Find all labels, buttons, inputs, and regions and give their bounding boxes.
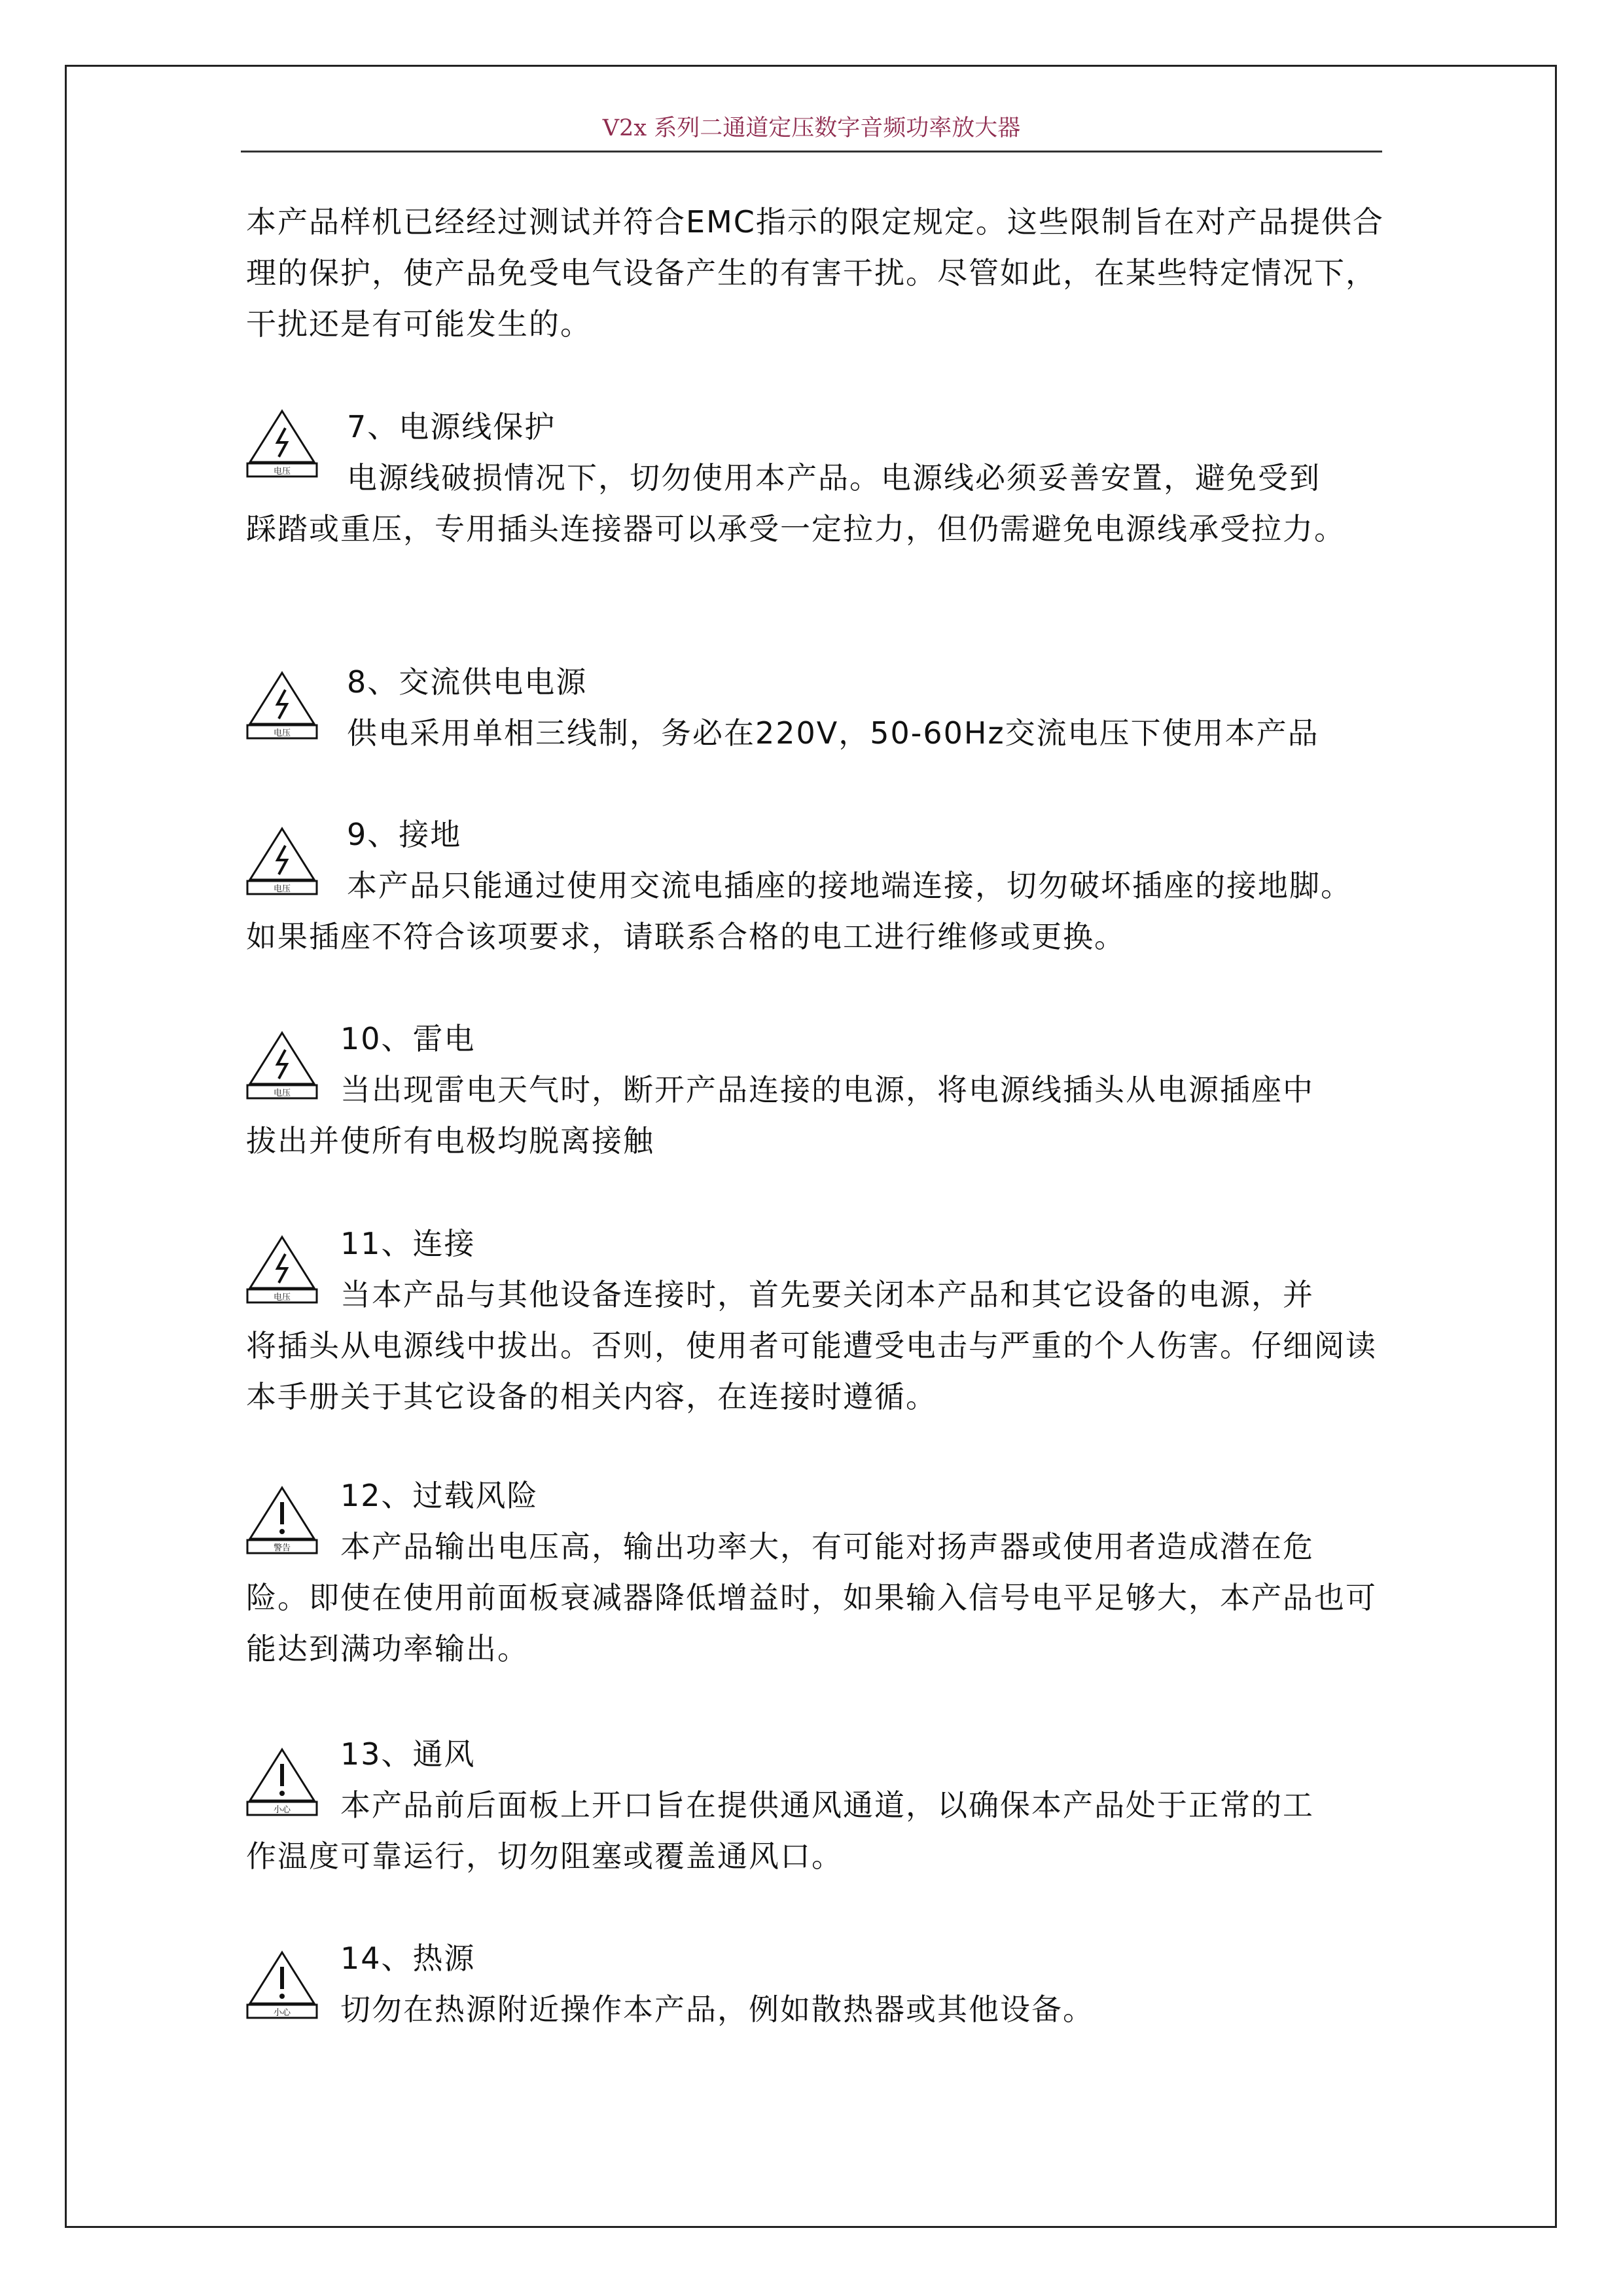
section-body: 将插头从电源线中拔出。否则，使用者可能遭受电击与严重的个人伤害。仔细阅读本手册关于其它设备的相关内容，在连接时遵循。 [246, 1328, 1377, 1414]
section-first-line: 电源线破损情况下，切勿使用本产品。电源线必须妥善安置，避免受到 [347, 460, 1321, 495]
icon-label: 小心 [273, 1805, 291, 1815]
section-body: 如果插座不符合该项要求，请联系合格的电工进行维修或更换。 [246, 919, 1126, 954]
section-first-line: 当出现雷电天气时，断开产品连接的电源，将电源线插头从电源插座中 [340, 1072, 1314, 1107]
section-first-line: 本产品输出电压高，输出功率大，有可能对扬声器或使用者造成潜在危 [340, 1529, 1314, 1564]
intro-paragraph: 本产品样机已经经过测试并符合EMC指示的限定规定。这些限制旨在对产品提供合理的保护，使产品免受电气设备产生的有害干扰。尽管如此，在某些特定情况下，干扰还是有可能发生的。 [246, 204, 1384, 342]
icon-label: 小心 [273, 2008, 291, 2018]
icon-label: 电压 [273, 728, 291, 738]
section-title: 9、接地 [347, 817, 462, 852]
section-title: 8、交流供电电源 [347, 664, 588, 700]
section-body: 作温度可靠运行，切勿阻塞或覆盖通风口。 [246, 1839, 843, 1874]
section-body: 踩踏或重压，专用插头连接器可以承受一定拉力，但仍需避免电源线承受拉力。 [246, 511, 1346, 547]
icon-label: 电压 [273, 884, 291, 894]
section-title: 14、热源 [340, 1941, 476, 1976]
section-first-line: 本产品前后面板上开口旨在提供通风通道，以确保本产品处于正常的工 [340, 1787, 1314, 1823]
section-first-line: 当本产品与其他设备连接时，首先要关闭本产品和其它设备的电源，并 [340, 1277, 1314, 1312]
voltage-warning-icon [246, 823, 323, 897]
section-first-line: 本产品只能通过使用交流电插座的接地端连接，切勿破坏插座的接地脚。 [347, 868, 1352, 903]
section-title: 10、雷电 [340, 1021, 476, 1056]
section-body: 拔出并使所有电极均脱离接触 [246, 1123, 654, 1158]
icon-label: 电压 [273, 467, 291, 476]
voltage-warning-icon [246, 1232, 323, 1305]
voltage-warning-icon [246, 668, 323, 741]
icon-label: 警告 [273, 1543, 291, 1553]
page-header-title: V2x 系列二通道定压数字音频功率放大器 [602, 115, 1021, 141]
caution-exclamation-icon [246, 1482, 323, 1556]
caution-exclamation-icon [246, 1947, 323, 2020]
icon-label: 电压 [273, 1293, 291, 1302]
voltage-warning-icon [246, 406, 323, 479]
header-divider [241, 151, 1382, 152]
section-title: 12、过载风险 [340, 1478, 539, 1513]
section-first-line: 切勿在热源附近操作本产品，例如散热器或其他设备。 [340, 1992, 1094, 2027]
section-body: 险。即使在使用前面板衰减器降低增益时，如果输入信号电平足够大，本产品也可能达到满功率输出。 [246, 1580, 1377, 1666]
section-title: 7、电源线保护 [347, 409, 556, 444]
caution-exclamation-icon [246, 1744, 323, 1818]
icon-label: 电压 [273, 1088, 291, 1098]
voltage-warning-icon [246, 1028, 323, 1101]
section-title: 13、通风 [340, 1736, 476, 1772]
section-first-line: 供电采用单相三线制，务必在220V，50-60Hz交流电压下使用本产品 [347, 715, 1319, 751]
section-title: 11、连接 [340, 1226, 476, 1261]
